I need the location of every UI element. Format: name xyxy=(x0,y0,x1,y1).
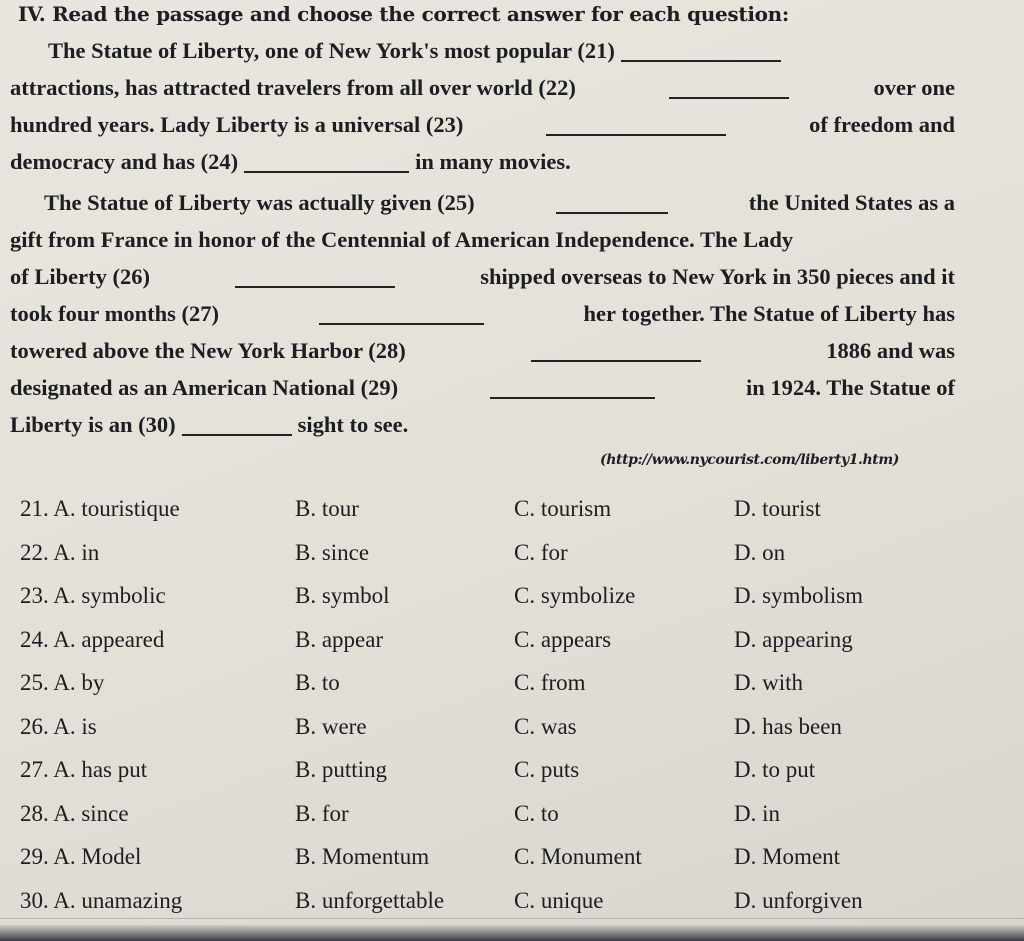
question-row xyxy=(20,534,1010,578)
question-row xyxy=(20,708,1010,752)
blank-29[interactable] xyxy=(490,397,655,399)
passage-line xyxy=(10,258,955,295)
question-number: 22. xyxy=(20,539,49,565)
blank-28[interactable] xyxy=(531,360,701,362)
passage-text: shipped overseas to New York in 350 pieces and it xyxy=(480,264,955,289)
option-d[interactable]: D. appearing xyxy=(734,626,853,652)
option-b[interactable]: B. to xyxy=(295,670,340,695)
question-number: 26. xyxy=(20,713,49,739)
passage-text: of Liberty (26) xyxy=(10,264,150,289)
option-d[interactable]: D. on xyxy=(734,539,786,565)
option-b[interactable]: B. symbol xyxy=(295,583,390,608)
option-b[interactable]: B. since xyxy=(295,539,370,565)
option-a[interactable]: A. symbolic xyxy=(53,583,166,608)
passage-line xyxy=(10,369,955,406)
question-row xyxy=(20,664,1010,708)
option-a[interactable]: A. since xyxy=(53,800,129,826)
answer-options xyxy=(20,490,1010,925)
passage-text: over one xyxy=(873,75,955,100)
question-number-and-option-a[interactable] xyxy=(20,801,129,827)
option-d[interactable]: D. Moment xyxy=(734,844,841,869)
passage-text: 1886 and was xyxy=(826,338,955,363)
passage-text: sight to see. xyxy=(297,412,409,437)
blank-27[interactable] xyxy=(319,323,484,325)
option-b[interactable]: B. for xyxy=(295,800,349,826)
passage-text: democracy and has (24) xyxy=(10,149,239,174)
question-number-and-option-a[interactable] xyxy=(20,670,104,696)
passage-line xyxy=(10,106,955,143)
passage-text: The Statue of Liberty, one of New York's most popular (21) xyxy=(48,38,615,63)
passage-line xyxy=(10,332,955,369)
question-row xyxy=(20,490,1010,534)
option-c[interactable]: C. Monument xyxy=(514,844,642,869)
option-a[interactable]: A. in xyxy=(53,539,100,565)
option-c[interactable]: C. appears xyxy=(514,626,612,652)
question-number-and-option-a[interactable] xyxy=(20,583,166,609)
option-b[interactable]: B. appear xyxy=(295,626,384,652)
option-d[interactable]: D. in xyxy=(734,800,780,826)
question-row xyxy=(20,838,1010,882)
option-d[interactable]: D. has been xyxy=(734,713,842,739)
screen-edge xyxy=(0,925,1024,941)
option-c[interactable]: C. tourism xyxy=(514,496,612,521)
option-a[interactable]: A. appeared xyxy=(53,626,165,652)
exercise-heading: IV. Read the passage and choose the correct answer for each question: xyxy=(18,2,789,26)
option-a[interactable]: A. has put xyxy=(53,757,148,782)
passage-text: of freedom and xyxy=(809,112,955,137)
question-number-and-option-a[interactable] xyxy=(20,496,180,522)
option-c[interactable]: C. was xyxy=(514,713,577,739)
passage-text: attractions, has attracted travelers from all over world (22) xyxy=(10,75,576,100)
blank-24[interactable] xyxy=(244,171,409,173)
option-d[interactable]: D. with xyxy=(734,670,803,695)
question-number: 25. xyxy=(20,670,49,695)
passage-text: took four months (27) xyxy=(10,301,219,326)
option-c[interactable]: C. for xyxy=(514,539,568,565)
passage-text: The Statue of Liberty was actually given (25) xyxy=(44,190,475,215)
passage-text: towered above the New York Harbor (28) xyxy=(10,338,406,363)
question-number: 29. xyxy=(20,844,49,869)
passage-text: in 1924. The Statue of xyxy=(746,375,955,400)
option-b[interactable]: B. were xyxy=(295,713,367,739)
question-number-and-option-a[interactable] xyxy=(20,627,164,653)
option-a[interactable]: A. touristique xyxy=(53,496,180,521)
option-c[interactable]: C. symbolize xyxy=(514,583,636,608)
source-citation: (http://www.nycourist.com/liberty1.htm) xyxy=(600,452,900,468)
option-d[interactable]: D. symbolism xyxy=(734,583,864,608)
question-number: 21. xyxy=(20,496,49,521)
question-number: 27. xyxy=(20,757,49,782)
passage-line xyxy=(10,221,955,258)
blank-22[interactable] xyxy=(669,97,789,99)
option-a[interactable]: A. Model xyxy=(53,844,142,869)
divider xyxy=(0,918,1024,919)
question-row xyxy=(20,751,1010,795)
passage-line xyxy=(10,32,955,69)
passage-text: hundred years. Lady Liberty is a universal (23) xyxy=(10,112,464,137)
option-c[interactable]: C. unique xyxy=(514,887,604,913)
paragraph-1 xyxy=(10,32,955,180)
option-a[interactable]: A. by xyxy=(53,670,105,695)
passage-line xyxy=(10,143,955,180)
option-a[interactable]: A. is xyxy=(53,713,97,739)
question-number-and-option-a[interactable] xyxy=(20,844,141,870)
blank-25[interactable] xyxy=(556,212,668,214)
question-number: 23. xyxy=(20,583,49,608)
passage-line xyxy=(10,69,955,106)
passage-text: designated as an American National (29) xyxy=(10,375,399,400)
passage-line xyxy=(10,295,955,332)
question-row xyxy=(20,577,1010,621)
passage-text: her together. The Statue of Liberty has xyxy=(583,301,955,326)
question-row xyxy=(20,621,1010,665)
option-c[interactable]: C. from xyxy=(514,670,586,695)
option-d[interactable]: D. tourist xyxy=(734,496,821,521)
option-b[interactable]: B. Momentum xyxy=(295,844,430,869)
option-b[interactable]: B. unforgettable xyxy=(295,887,445,913)
option-c[interactable]: C. to xyxy=(514,800,559,826)
question-number-and-option-a[interactable] xyxy=(20,540,99,566)
blank-30[interactable] xyxy=(182,434,292,436)
question-number: 30. xyxy=(20,887,49,913)
blank-23[interactable] xyxy=(546,134,726,136)
blank-26[interactable] xyxy=(235,286,395,288)
question-number: 28. xyxy=(20,800,49,826)
question-row xyxy=(20,795,1010,839)
passage-text: in many movies. xyxy=(415,149,571,174)
paragraph-2 xyxy=(10,184,955,443)
option-c[interactable]: C. puts xyxy=(514,757,580,782)
question-number-and-option-a[interactable] xyxy=(20,888,182,914)
option-d[interactable]: D. to put xyxy=(734,757,816,782)
option-d[interactable]: D. unforgiven xyxy=(734,887,863,913)
blank-21[interactable] xyxy=(621,60,781,62)
passage-text: gift from France in honor of the Centennial of American Independence. The Lady xyxy=(10,227,794,252)
option-b[interactable]: B. tour xyxy=(295,496,359,521)
option-b[interactable]: B. putting xyxy=(295,757,388,782)
question-number: 24. xyxy=(20,626,49,652)
passage-text: the United States as a xyxy=(748,190,955,215)
option-a[interactable]: A. unamazing xyxy=(53,887,183,913)
question-number-and-option-a[interactable] xyxy=(20,714,97,740)
passage-line xyxy=(10,406,955,443)
question-number-and-option-a[interactable] xyxy=(20,757,147,783)
passage-line xyxy=(10,184,955,221)
passage-text: Liberty is an (30) xyxy=(10,412,176,437)
